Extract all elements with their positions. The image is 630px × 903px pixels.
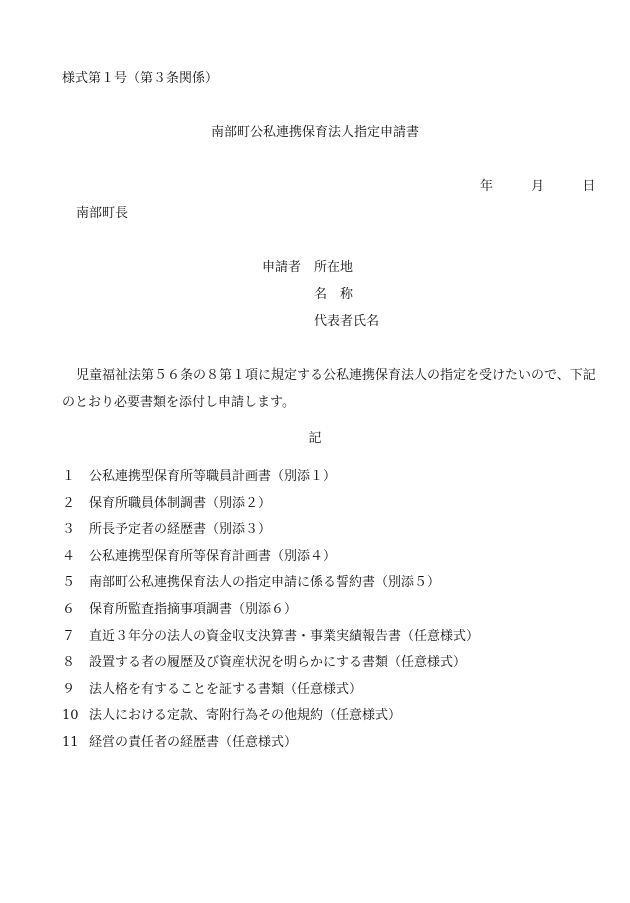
list-item-text: 所長予定者の経歴書（別添３） xyxy=(89,522,272,538)
list-item-text: 法人における定款、寄附行為その他規約（任意様式） xyxy=(89,708,402,724)
list-item xyxy=(62,470,479,497)
body-text-line-2: のとおり必要書類を添付し申請します。 xyxy=(62,395,295,410)
list-item-number: ４ xyxy=(62,548,76,564)
list-item-text: 公私連携型保育所等職員計画書（別添１） xyxy=(89,469,337,484)
list-item-number: ６ xyxy=(62,601,76,617)
list-item-text: 経営の責任者の経歴書（任意様式） xyxy=(89,734,298,750)
addressee: 南部町長 xyxy=(76,206,129,221)
date-month-label: 月 xyxy=(531,179,545,194)
form-number: 様式第１号（第３条関係） xyxy=(62,71,219,86)
list-item xyxy=(62,603,479,630)
list-item-text: 南部町公私連携保育法人の指定申請に係る誓約書（別添５） xyxy=(89,575,441,591)
document-list xyxy=(62,470,479,763)
date-year-label: 年 xyxy=(480,179,494,194)
list-item-text: 設置する者の履歴及び資産状況を明らかにする書類（任意様式） xyxy=(89,655,467,671)
document-title: 南部町公私連携保育法人指定申請書 xyxy=(210,125,419,140)
list-item-text: 保育所職員体制調書（別添２） xyxy=(89,495,272,511)
list-item-text: 法人格を有することを証する書類（任意様式） xyxy=(89,681,363,697)
list-item-number: １ xyxy=(62,469,76,484)
date-day-label: 日 xyxy=(582,179,596,194)
list-item-text: 直近３年分の法人の資金収支決算書・事業実績報告書（任意様式） xyxy=(89,628,480,644)
list-item xyxy=(62,736,479,763)
applicant-address-label: 所在地 xyxy=(314,260,354,275)
list-item xyxy=(62,709,479,736)
list-item-number: ８ xyxy=(62,655,76,671)
list-item-number: ２ xyxy=(62,495,76,511)
applicant-label: 申請者 xyxy=(262,260,302,275)
body-text-line-1: 児童福祉法第５６条の８第１項に規定する公私連携保育法人の指定を受けたいので、下記 xyxy=(76,368,596,383)
list-item xyxy=(62,683,479,710)
list-item-number: ７ xyxy=(62,628,76,644)
list-item xyxy=(62,656,479,683)
list-item-number: ５ xyxy=(62,575,76,591)
list-item-number: ３ xyxy=(62,522,76,538)
date-line xyxy=(480,180,595,193)
list-item-text: 公私連携型保育所等保育計画書（別添４） xyxy=(89,548,337,564)
list-item xyxy=(62,497,479,524)
list-item-number: ９ xyxy=(62,681,76,697)
list-item-number: 11 xyxy=(62,734,79,750)
list-item xyxy=(62,630,479,657)
list-item xyxy=(62,550,479,577)
list-item-text: 保育所監査指摘事項調書（別添６） xyxy=(89,601,298,617)
list-item xyxy=(62,576,479,603)
ki-heading: 記 xyxy=(308,431,322,446)
list-item-number: 10 xyxy=(62,708,79,724)
list-item xyxy=(62,523,479,550)
applicant-representative-label: 代表者氏名 xyxy=(314,314,380,329)
applicant-name-label: 名称 xyxy=(314,287,367,302)
